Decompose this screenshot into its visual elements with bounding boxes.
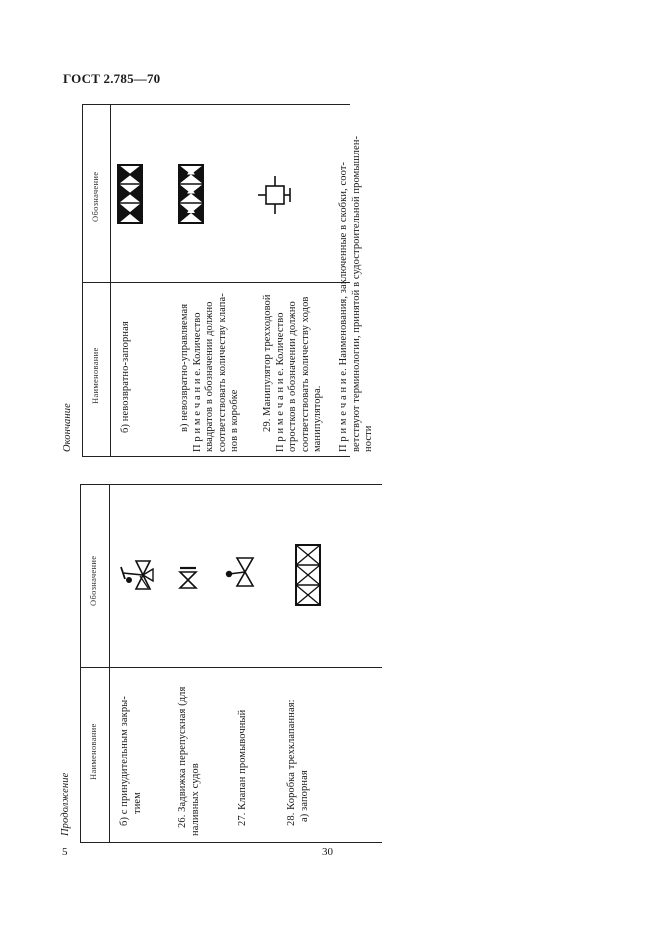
right-table-bottom-border (82, 456, 350, 457)
triple-valve-box-nonreturn-shutoff-icon (117, 164, 143, 224)
left-table-header-symbol: Обозначение (88, 555, 98, 606)
left-table-top-border (80, 484, 382, 485)
page-number-left: 5 (62, 846, 68, 858)
triple-valve-box-nonreturn-controlled-icon (178, 164, 204, 224)
bypass-gate-valve-icon (176, 566, 200, 592)
left-table-caption: Продолжение (60, 772, 71, 836)
triple-valve-box-shutoff-icon (295, 544, 321, 606)
right-table-header-name: Наименование (90, 347, 100, 404)
document-code: ГОСТ 2.785—70 (63, 71, 161, 86)
right-table-footnote: П р и м е ч а н и е. Наименования, заключенные в скобки, соот- ветствуют терминологии, принятой в судостроительной промышлен- ности (338, 135, 374, 452)
right-row-nonreturn-shutoff: б) невозвратно-запорная (120, 321, 131, 433)
right-table-column-divider (82, 282, 350, 283)
right-row-manipulator: 29. Манипулятор трехходовой П р и м е ч а н и е. Количество отростков в обозначении должно соответствовать количеству ходов манипулятора. (262, 294, 323, 452)
right-row-nonreturn-controlled: в) невозвратно-управляемая П р и м е ч а н и е. Количество квадратов в обозначении должно соответствовать количеству клапа- нов в коробке (179, 293, 240, 452)
right-table-header-symbol: Обозначение (90, 171, 100, 222)
left-row-flushing-valve: 27. Клапан промывочный (237, 709, 248, 826)
valve-forced-closing-icon (118, 555, 158, 595)
right-table-top-border (82, 104, 350, 105)
left-row-bypass-gate: 26. Задвижка перепускная (для наливных судов (177, 686, 201, 836)
left-table-bottom-border (80, 842, 382, 843)
flushing-valve-icon (223, 552, 265, 592)
left-row-forced-closing: б) с принудительным закры- тием (119, 696, 143, 826)
right-table-caption: Окончание (62, 403, 73, 452)
left-table-header-name: Наименование (88, 723, 98, 780)
right-table-left-border (82, 104, 83, 456)
left-table-column-divider (80, 667, 382, 668)
right-table-header-divider (110, 104, 111, 456)
left-table-header-divider (109, 484, 110, 842)
three-way-manipulator-icon (258, 176, 300, 214)
left-row-triple-box: 28. Коробка трехклапанная: а) запорная (286, 699, 310, 826)
page-number-right: 30 (322, 846, 333, 858)
left-table-left-border (80, 484, 81, 842)
